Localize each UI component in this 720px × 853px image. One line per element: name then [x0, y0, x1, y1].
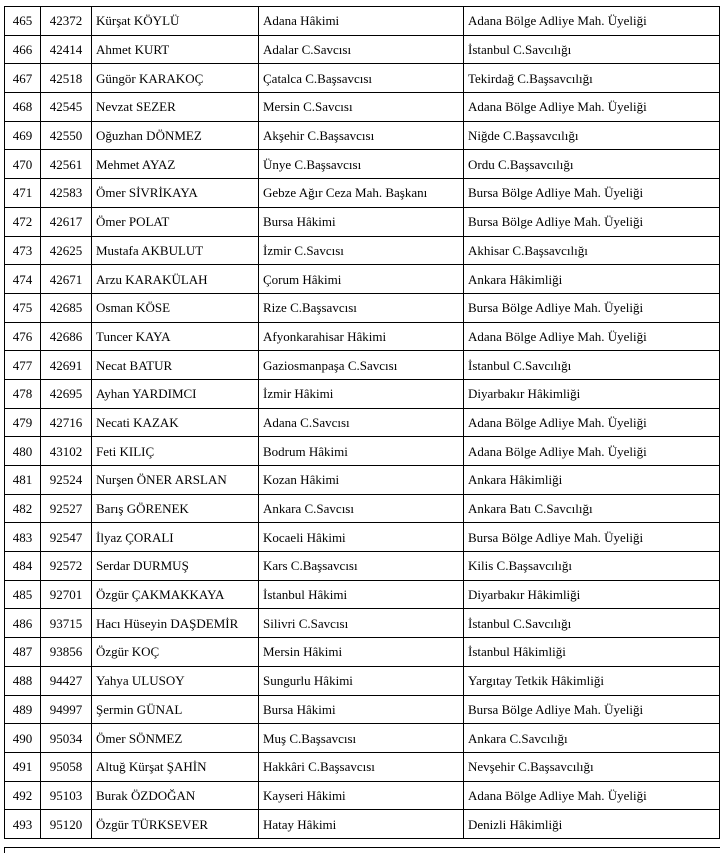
new-position-cell: Adana Bölge Adliye Mah. Üyeliği: [464, 7, 720, 36]
current-position-cell: Bursa Hâkimi: [259, 695, 464, 724]
row-number-cell: 467: [5, 64, 41, 93]
person-name-cell: Nurşen ÖNER ARSLAN: [92, 466, 259, 495]
row-number-cell: 474: [5, 265, 41, 294]
new-position-cell: Bursa Bölge Adliye Mah. Üyeliği: [464, 695, 720, 724]
registry-number-cell: 42691: [41, 351, 92, 380]
current-position-cell: Akşehir C.Başsavcısı: [259, 121, 464, 150]
current-position-cell: İzmir Hâkimi: [259, 379, 464, 408]
new-position-cell: Adana Bölge Adliye Mah. Üyeliği: [464, 437, 720, 466]
registry-number-cell: 42545: [41, 93, 92, 122]
row-number-cell: 488: [5, 666, 41, 695]
registry-number-cell: 93715: [41, 609, 92, 638]
current-position-cell: Adana C.Savcısı: [259, 408, 464, 437]
registry-number-cell: 42518: [41, 64, 92, 93]
registry-number-cell: 42671: [41, 265, 92, 294]
row-number-cell: 485: [5, 580, 41, 609]
person-name-cell: Tuncer KAYA: [92, 322, 259, 351]
row-number-cell: 473: [5, 236, 41, 265]
row-number-cell: 471: [5, 179, 41, 208]
person-name-cell: Arzu KARAKÜLAH: [92, 265, 259, 294]
table-row: [5, 437, 720, 466]
person-name-cell: Özgür TÜRKSEVER: [92, 810, 259, 839]
current-position-cell: İstanbul Hâkimi: [259, 580, 464, 609]
new-position-cell: Tekirdağ C.Başsavcılığı: [464, 64, 720, 93]
new-position-cell: Yargıtay Tetkik Hâkimliği: [464, 666, 720, 695]
current-position-cell: Gebze Ağır Ceza Mah. Başkanı: [259, 179, 464, 208]
new-position-cell: Adana Bölge Adliye Mah. Üyeliği: [464, 93, 720, 122]
current-position-cell: Kozan Hâkimi: [259, 466, 464, 495]
row-number-cell: 489: [5, 695, 41, 724]
registry-number-cell: 43102: [41, 437, 92, 466]
row-number-cell: 487: [5, 638, 41, 667]
row-number-cell: 486: [5, 609, 41, 638]
row-number-cell: 493: [5, 810, 41, 839]
next-row-edge: [4, 847, 720, 853]
person-name-cell: Feti KILIÇ: [92, 437, 259, 466]
table-row: [5, 810, 720, 839]
new-position-cell: İstanbul Hâkimliği: [464, 638, 720, 667]
current-position-cell: Bodrum Hâkimi: [259, 437, 464, 466]
table-row: [5, 609, 720, 638]
row-number-cell: 478: [5, 379, 41, 408]
current-position-cell: Mersin Hâkimi: [259, 638, 464, 667]
table-row: [5, 150, 720, 179]
current-position-cell: Rize C.Başsavcısı: [259, 293, 464, 322]
new-position-cell: Akhisar C.Başsavcılığı: [464, 236, 720, 265]
person-name-cell: Özgür KOÇ: [92, 638, 259, 667]
person-name-cell: Mehmet AYAZ: [92, 150, 259, 179]
person-name-cell: Altuğ Kürşat ŞAHİN: [92, 752, 259, 781]
table-row: [5, 523, 720, 552]
new-position-cell: Adana Bölge Adliye Mah. Üyeliği: [464, 322, 720, 351]
person-name-cell: Ömer POLAT: [92, 207, 259, 236]
new-position-cell: Kilis C.Başsavcılığı: [464, 552, 720, 581]
current-position-cell: Hakkâri C.Başsavcısı: [259, 752, 464, 781]
current-position-cell: Bursa Hâkimi: [259, 207, 464, 236]
row-number-cell: 469: [5, 121, 41, 150]
current-position-cell: Silivri C.Savcısı: [259, 609, 464, 638]
current-position-cell: Kars C.Başsavcısı: [259, 552, 464, 581]
row-number-cell: 475: [5, 293, 41, 322]
row-number-cell: 484: [5, 552, 41, 581]
table-row: [5, 408, 720, 437]
person-name-cell: Necati KAZAK: [92, 408, 259, 437]
table-row: [5, 293, 720, 322]
row-number-cell: 490: [5, 724, 41, 753]
table-row: [5, 724, 720, 753]
person-name-cell: Oğuzhan DÖNMEZ: [92, 121, 259, 150]
person-name-cell: İlyaz ÇORALI: [92, 523, 259, 552]
person-name-cell: Ömer SİVRİKAYA: [92, 179, 259, 208]
new-position-cell: Adana Bölge Adliye Mah. Üyeliği: [464, 408, 720, 437]
current-position-cell: Ankara C.Savcısı: [259, 494, 464, 523]
registry-number-cell: 94427: [41, 666, 92, 695]
person-name-cell: Hacı Hüseyin DAŞDEMİR: [92, 609, 259, 638]
registry-number-cell: 92572: [41, 552, 92, 581]
new-position-cell: Ankara Batı C.Savcılığı: [464, 494, 720, 523]
appointment-table: [4, 6, 720, 839]
new-position-cell: Ankara Hâkimliği: [464, 265, 720, 294]
table-row: [5, 494, 720, 523]
registry-number-cell: 92547: [41, 523, 92, 552]
current-position-cell: Adalar C.Savcısı: [259, 35, 464, 64]
registry-number-cell: 42414: [41, 35, 92, 64]
table-row: [5, 93, 720, 122]
person-name-cell: Şermin GÜNAL: [92, 695, 259, 724]
current-position-cell: Hatay Hâkimi: [259, 810, 464, 839]
registry-number-cell: 95103: [41, 781, 92, 810]
row-number-cell: 481: [5, 466, 41, 495]
row-number-cell: 472: [5, 207, 41, 236]
row-number-cell: 479: [5, 408, 41, 437]
registry-number-cell: 93856: [41, 638, 92, 667]
table-row: [5, 179, 720, 208]
table-row: [5, 351, 720, 380]
row-number-cell: 483: [5, 523, 41, 552]
table-row: [5, 466, 720, 495]
registry-number-cell: 94997: [41, 695, 92, 724]
row-number-cell: 470: [5, 150, 41, 179]
table-row: [5, 552, 720, 581]
table-row: [5, 207, 720, 236]
person-name-cell: Kürşat KÖYLÜ: [92, 7, 259, 36]
new-position-cell: Nevşehir C.Başsavcılığı: [464, 752, 720, 781]
table-body: [5, 7, 720, 839]
current-position-cell: Kocaeli Hâkimi: [259, 523, 464, 552]
person-name-cell: Barış GÖRENEK: [92, 494, 259, 523]
table-row: [5, 236, 720, 265]
person-name-cell: Nevzat SEZER: [92, 93, 259, 122]
registry-number-cell: 42685: [41, 293, 92, 322]
current-position-cell: İzmir C.Savcısı: [259, 236, 464, 265]
registry-number-cell: 42561: [41, 150, 92, 179]
new-position-cell: Bursa Bölge Adliye Mah. Üyeliği: [464, 179, 720, 208]
new-position-cell: Denizli Hâkimliği: [464, 810, 720, 839]
table-row: [5, 638, 720, 667]
row-number-cell: 476: [5, 322, 41, 351]
registry-number-cell: 42617: [41, 207, 92, 236]
current-position-cell: Ünye C.Başsavcısı: [259, 150, 464, 179]
table-row: [5, 695, 720, 724]
new-position-cell: Bursa Bölge Adliye Mah. Üyeliği: [464, 207, 720, 236]
person-name-cell: Ömer SÖNMEZ: [92, 724, 259, 753]
new-position-cell: Niğde C.Başsavcılığı: [464, 121, 720, 150]
registry-number-cell: 95058: [41, 752, 92, 781]
person-name-cell: Yahya ULUSOY: [92, 666, 259, 695]
person-name-cell: Serdar DURMUŞ: [92, 552, 259, 581]
registry-number-cell: 42716: [41, 408, 92, 437]
person-name-cell: Mustafa AKBULUT: [92, 236, 259, 265]
new-position-cell: İstanbul C.Savcılığı: [464, 351, 720, 380]
person-name-cell: Necat BATUR: [92, 351, 259, 380]
person-name-cell: Burak ÖZDOĞAN: [92, 781, 259, 810]
row-number-cell: 492: [5, 781, 41, 810]
table-row: [5, 379, 720, 408]
person-name-cell: Osman KÖSE: [92, 293, 259, 322]
current-position-cell: Kayseri Hâkimi: [259, 781, 464, 810]
current-position-cell: Çorum Hâkimi: [259, 265, 464, 294]
current-position-cell: Sungurlu Hâkimi: [259, 666, 464, 695]
row-number-cell: 465: [5, 7, 41, 36]
current-position-cell: Muş C.Başsavcısı: [259, 724, 464, 753]
row-number-cell: 477: [5, 351, 41, 380]
person-name-cell: Özgür ÇAKMAKKAYA: [92, 580, 259, 609]
row-number-cell: 482: [5, 494, 41, 523]
new-position-cell: Bursa Bölge Adliye Mah. Üyeliği: [464, 523, 720, 552]
table-row: [5, 121, 720, 150]
new-position-cell: Ankara Hâkimliği: [464, 466, 720, 495]
table-row: [5, 265, 720, 294]
person-name-cell: Ahmet KURT: [92, 35, 259, 64]
table-row: [5, 35, 720, 64]
new-position-cell: İstanbul C.Savcılığı: [464, 35, 720, 64]
registry-number-cell: 42686: [41, 322, 92, 351]
row-number-cell: 480: [5, 437, 41, 466]
row-number-cell: 491: [5, 752, 41, 781]
registry-number-cell: 42550: [41, 121, 92, 150]
table-row: [5, 64, 720, 93]
current-position-cell: Afyonkarahisar Hâkimi: [259, 322, 464, 351]
person-name-cell: Güngör KARAKOÇ: [92, 64, 259, 93]
row-number-cell: 466: [5, 35, 41, 64]
registry-number-cell: 42625: [41, 236, 92, 265]
person-name-cell: Ayhan YARDIMCI: [92, 379, 259, 408]
new-position-cell: Bursa Bölge Adliye Mah. Üyeliği: [464, 293, 720, 322]
table-row: [5, 322, 720, 351]
new-position-cell: Diyarbakır Hâkimliği: [464, 580, 720, 609]
registry-number-cell: 92701: [41, 580, 92, 609]
current-position-cell: Gaziosmanpaşa C.Savcısı: [259, 351, 464, 380]
new-position-cell: İstanbul C.Savcılığı: [464, 609, 720, 638]
registry-number-cell: 95034: [41, 724, 92, 753]
row-number-cell: 468: [5, 93, 41, 122]
registry-number-cell: 42583: [41, 179, 92, 208]
table-row: [5, 580, 720, 609]
new-position-cell: Ordu C.Başsavcılığı: [464, 150, 720, 179]
registry-number-cell: 92524: [41, 466, 92, 495]
registry-number-cell: 95120: [41, 810, 92, 839]
registry-number-cell: 92527: [41, 494, 92, 523]
current-position-cell: Çatalca C.Başsavcısı: [259, 64, 464, 93]
table-row: [5, 781, 720, 810]
table-row: [5, 7, 720, 36]
current-position-cell: Adana Hâkimi: [259, 7, 464, 36]
new-position-cell: Adana Bölge Adliye Mah. Üyeliği: [464, 781, 720, 810]
new-position-cell: Ankara C.Savcılığı: [464, 724, 720, 753]
table-row: [5, 666, 720, 695]
current-position-cell: Mersin C.Savcısı: [259, 93, 464, 122]
new-position-cell: Diyarbakır Hâkimliği: [464, 379, 720, 408]
table-row: [5, 752, 720, 781]
registry-number-cell: 42372: [41, 7, 92, 36]
registry-number-cell: 42695: [41, 379, 92, 408]
